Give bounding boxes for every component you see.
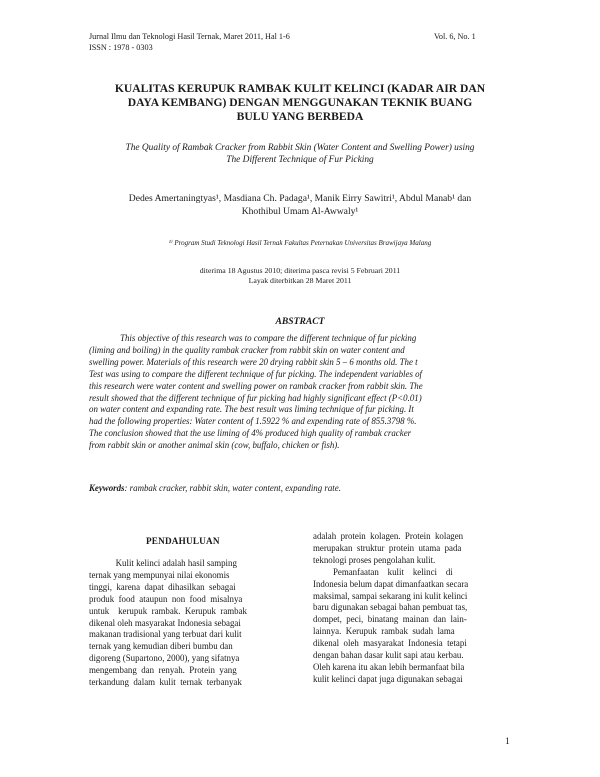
body-line: tinggi, karena dapat dihasilkan sebagai xyxy=(89,581,236,592)
abstract-line: from rabbit skin or another animal skin (cow, buffalo, chicken or fish). xyxy=(89,440,340,451)
title-line: BULU YANG BERBEDA xyxy=(236,110,364,123)
volume-label: Vol. 6, No. 1 xyxy=(434,32,476,41)
abstract-line: Test was using to compare the different technique of fur picking. The independent variables of xyxy=(89,368,423,379)
abstract-line: The conclusion showed that the use liming of 4% produced high quality of rambak cracker xyxy=(89,428,412,439)
abstract-line: This objective of this research was to compare the different technique of fur picking xyxy=(89,333,417,343)
keywords-text: : rambak cracker, rabbit skin, water content, expanding rate. xyxy=(124,483,341,493)
author-line: Dedes Amertaningtyas¹, Masdiana Ch. Padaga¹, Manik Eirry Sawitri¹, Abdul Manab¹ dan xyxy=(128,193,472,204)
abstract-body xyxy=(89,333,515,452)
body-line: digoreng (Supartono, 2000), yang sifatnya xyxy=(89,653,240,664)
body-line: Oleh karena itu akan lebih bermanfaat bila xyxy=(313,661,465,672)
issn: ISSN : 1978 - 0303 xyxy=(89,43,153,52)
body-line: merupakan struktur protein utama pada xyxy=(313,542,462,553)
abstract-line: swelling power. Materials of this research were 20 drying rabbit skin 5 – 6 months old. The t xyxy=(89,356,418,367)
subtitle-line: The Quality of Rambak Cracker from Rabbit Skin (Water Content and Swelling Power) using xyxy=(125,143,475,153)
body-line: maksimal, sampai sekarang ini kulit kelinci xyxy=(313,590,468,601)
body-line: teknologi proses pengolahan kulit. xyxy=(313,554,436,565)
section-heading: PENDAHULUAN xyxy=(146,536,220,546)
body-line: dompet, peci, binatang mainan dan lain- xyxy=(313,614,467,625)
body-line: kulit kelinci dapat juga digunakan sebagai xyxy=(313,673,463,684)
keywords-label: Keywords xyxy=(89,483,125,493)
body-line: ternak yang mempunyai nilai ekonomis xyxy=(89,569,230,580)
body-line: ternak yang kemudian diberi bumbu dan xyxy=(89,641,233,652)
title-line: KUALITAS KERUPUK RAMBAK KULIT KELINCI (KADAR AIR DAN xyxy=(114,82,486,95)
page-number: 1 xyxy=(505,736,510,747)
body-line: dikenal oleh masyarakat Indonesia sebagai xyxy=(89,617,241,628)
body-line: adalah protein kolagen. Protein kolagen xyxy=(313,531,464,541)
date-line: Layak diterbitkan 28 Maret 2011 xyxy=(248,276,352,285)
body-line: dikenal oleh masyarakat Indonesia tetapi xyxy=(313,638,467,649)
journal-name: Jurnal Ilmu dan Teknologi Hasil Ternak, Maret 2011, Hal 1-6 xyxy=(89,32,290,41)
english-title xyxy=(80,142,520,166)
subtitle-line: The Different Technique of Fur Picking xyxy=(226,155,374,165)
body-line: mengembang dan renyah. Protein yang xyxy=(89,665,237,676)
abstract-heading: ABSTRACT xyxy=(275,316,325,327)
body-line: Kulit kelinci adalah hasil samping xyxy=(89,558,237,568)
body-line: terkandung dalam kulit ternak terbanyak xyxy=(89,677,242,688)
left-column xyxy=(89,558,301,689)
date-line: diterima 18 Agustus 2010; diterima pasca revisi 5 Februari 2011 xyxy=(199,266,401,275)
abstract-line: on water content and expanding rate. The best result was liming technique of fur picking. It xyxy=(89,404,414,415)
body-line: Indonesia belum dapat dimanfaatkan secara xyxy=(313,578,469,589)
submission-dates xyxy=(140,266,460,286)
body-line: baru digunakan sebagai bahan pembuat tas, xyxy=(313,602,468,613)
paper-title xyxy=(80,82,520,124)
title-line: DAYA KEMBANG) DENGAN MENGGUNAKAN TEKNIK BUANG xyxy=(127,96,473,109)
body-line: Pemanfaatan kulit kelinci di xyxy=(313,566,453,577)
author-line: Khothibul Umam Al-Awwaly¹ xyxy=(241,206,359,217)
body-line: lainnya. Kerupuk rambak sudah lama xyxy=(313,626,455,637)
abstract-line: had the following properties: Water content of 1.5922 % and expending rate of 855.3798 %. xyxy=(89,416,417,427)
author-list xyxy=(90,192,510,218)
abstract-line: (liming and boiling) in the quality rambak cracker from rabbit skin on water content and xyxy=(89,344,405,355)
journal-header xyxy=(89,31,290,53)
body-line: dengan bahan dasar kulit sapi atau kerbau. xyxy=(313,650,464,661)
right-column xyxy=(313,531,527,686)
body-line: makanan tradisional yang terbuat dari kulit xyxy=(89,629,242,640)
keywords xyxy=(89,482,515,494)
body-line: produk food ataupun non food misalnya xyxy=(89,593,243,604)
abstract-line: this research were water content and swelling power on rambak cracker from rabbit skin. The xyxy=(89,380,423,391)
abstract-line: result showed that the different technique of fur picking had highly significant effect (P<0.01) xyxy=(89,392,422,403)
affiliation: ¹⁾ Program Studi Teknologi Hasil Ternak Fakultas Peternakan Universitas Brawijaya Malang xyxy=(168,239,432,247)
body-line: untuk kerupuk rambak. Kerupuk rambak xyxy=(89,605,247,616)
